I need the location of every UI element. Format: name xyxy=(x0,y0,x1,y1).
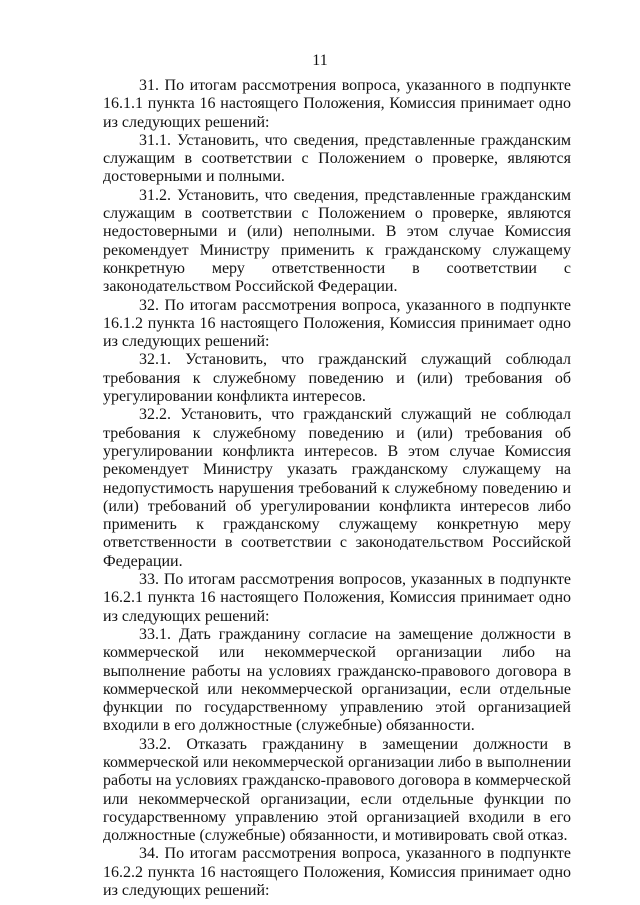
paragraph-33: 33. По итогам рассмотрения вопросов, указанных в подпункте 16.2.1 пункта 16 настоящего Положения, Комиссия принимает одно из следующих решений: xyxy=(103,571,571,625)
paragraph-32-1: 32.1. Установить, что гражданский служащий соблюдал требования к служебному поведению и (или) требования об урегулировании конфликта интересов. xyxy=(103,351,571,406)
document-body xyxy=(103,77,571,900)
paragraph-31-2: 31.2. Установить, что сведения, представленные гражданским служащим в соответствии с Положением о проверке, являются недостоверными и (или) неполными. В этом случае Комиссия рекомендует Министру применить к гражданскому служащему конкретную меру ответственности в соответствии с законодательством Российской Федерации. xyxy=(103,186,571,296)
page-number: 11 xyxy=(312,52,328,69)
paragraph-32-2: 32.2. Установить, что гражданский служащий не соблюдал требования к служебному поведению и (или) требования об урегулировании конфликта интересов. В этом случае Комиссия рекомендует Министру указать гражданскому служащему на недопустимость нарушения требований к служебному поведению и (или) требований об урегулировании конфликта интересов либо применить к гражданскому служащему конкретную меру ответственности в соответствии с законодательством Российской Федерации. xyxy=(103,406,571,570)
paragraph-32: 32. По итогам рассмотрения вопроса, указанного в подпункте 16.1.2 пункта 16 настоящего Положения, Комиссия принимает одно из следующих решений: xyxy=(103,296,571,351)
paragraph-34: 34. По итогам рассмотрения вопроса, указанного в подпункте 16.2.2 пункта 16 настоящего Положения, Комиссия принимает одно из следующих решений: xyxy=(103,845,571,900)
paragraph-33-2: 33.2. Отказать гражданину в замещении должности в коммерческой или некоммерческой организации либо в выполнении работы на условиях гражданско-правового договора в коммерческой или некоммерческой организации, если отдельные функции по государственному управлению этой организацией входили в его должностные (служебные) обязанности, и мотивировать свой отказ. xyxy=(103,735,571,845)
paragraph-31-1: 31.1. Установить, что сведения, представленные гражданским служащим в соответствии с Положением о проверке, являются достоверными и полными. xyxy=(103,131,571,186)
paragraph-33-1: 33.1. Дать гражданину согласие на замещение должности в коммерческой или некоммерческой организации либо на выполнение работы на условиях гражданско-правового договора в коммерческой или некоммерческой организации, если отдельные функции по государственному управлению этой организацией входили в его должностные (служебные) обязанности. xyxy=(103,625,571,735)
paragraph-31: 31. По итогам рассмотрения вопроса, указанного в подпункте 16.1.1 пункта 16 настоящего Положения, Комиссия принимает одно из следующих решений: xyxy=(103,77,571,131)
